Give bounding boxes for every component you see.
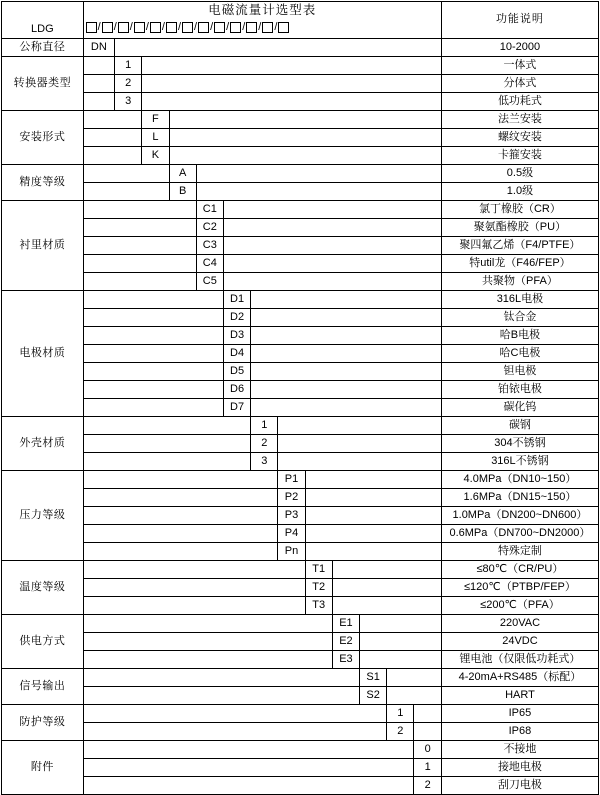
filler-right: [142, 75, 442, 93]
filler-left: [83, 273, 196, 291]
filler-right: [387, 669, 442, 687]
model-slash: /: [274, 20, 278, 33]
filler-left: [83, 669, 359, 687]
model-slash: /: [145, 20, 149, 33]
model-box[interactable]: [214, 22, 225, 33]
filler-right: [332, 561, 441, 579]
model-slash: /: [177, 20, 182, 33]
desc-10-1: 220VAC: [441, 615, 598, 633]
filler-left: [83, 255, 196, 273]
model-box[interactable]: [86, 22, 97, 33]
filler-left: [83, 525, 278, 543]
desc-5-2: 聚氨酯橡胶（PU）: [441, 219, 598, 237]
code-2-2[interactable]: 2: [115, 75, 142, 93]
table-row: [2, 93, 599, 111]
table-row: [2, 471, 599, 489]
code-5-1[interactable]: C1: [196, 201, 223, 219]
code-13-1[interactable]: 0: [414, 741, 441, 759]
category-7: 外壳材质: [2, 417, 84, 471]
table-row: [2, 525, 599, 543]
model-box[interactable]: [198, 22, 209, 33]
filler-right: [223, 237, 441, 255]
table-row: [2, 435, 599, 453]
filler-right: [251, 399, 442, 417]
table-row: [2, 273, 599, 291]
header-row: [2, 2, 599, 39]
code-4-2[interactable]: B: [169, 183, 196, 201]
code-12-2[interactable]: 2: [387, 723, 414, 741]
filler-right: [360, 615, 442, 633]
desc-6-4: 哈C电极: [441, 345, 598, 363]
table-row: [2, 183, 599, 201]
filler-left: [83, 741, 414, 759]
model-slash: /: [258, 20, 262, 33]
desc-8-4: 0.6MPa（DN700~DN2000）: [441, 525, 598, 543]
desc-9-2: ≤120℃（PTBP/FEP）: [441, 579, 598, 597]
model-box[interactable]: [246, 22, 257, 33]
code-2-3[interactable]: 3: [115, 93, 142, 111]
code-3-3[interactable]: K: [142, 147, 169, 165]
spec-table: [1, 1, 599, 795]
filler-left: [83, 417, 251, 435]
desc-2-2: 分体式: [441, 75, 598, 93]
desc-13-1: 不接地: [441, 741, 598, 759]
category-10: 供电方式: [2, 615, 84, 669]
table-row: [2, 129, 599, 147]
filler-right: [169, 147, 441, 165]
filler-right: [169, 129, 441, 147]
filler-left: [83, 687, 359, 705]
table-row: [2, 381, 599, 399]
code-5-5[interactable]: C5: [196, 273, 223, 291]
desc-4-2: 1.0级: [441, 183, 598, 201]
filler-right: [142, 93, 442, 111]
filler-left: [83, 651, 332, 669]
desc-1-1: 10-2000: [441, 39, 598, 57]
model-slash: /: [161, 20, 165, 33]
code-7-3[interactable]: 3: [251, 453, 278, 471]
model-box[interactable]: [230, 22, 241, 33]
filler-left: [83, 399, 223, 417]
table-row: [2, 507, 599, 525]
filler-left: [83, 633, 332, 651]
filler-left: [83, 183, 169, 201]
table-row: [2, 345, 599, 363]
filler-right: [278, 435, 442, 453]
model-box[interactable]: [262, 22, 273, 33]
table-row: [2, 417, 599, 435]
filler-left: [83, 363, 223, 381]
code-6-4[interactable]: D4: [223, 345, 250, 363]
desc-2-3: 低功耗式: [441, 93, 598, 111]
category-8: 压力等级: [2, 471, 84, 561]
desc-12-2: IP68: [441, 723, 598, 741]
desc-6-7: 碳化钨: [441, 399, 598, 417]
desc-9-3: ≤200℃（PFA）: [441, 597, 598, 615]
table-row: [2, 147, 599, 165]
filler-left: [83, 561, 305, 579]
filler-left: [83, 381, 223, 399]
desc-6-2: 钛合金: [441, 309, 598, 327]
filler-right: [251, 309, 442, 327]
filler-right: [360, 651, 442, 669]
filler-right: [251, 363, 442, 381]
filler-left: [83, 507, 278, 525]
model-slash: /: [210, 20, 214, 33]
model-box[interactable]: [182, 22, 193, 33]
table-row: [2, 777, 599, 795]
filler-right: [414, 705, 441, 723]
table-row: [2, 291, 599, 309]
filler-right: [305, 489, 441, 507]
filler-right: [305, 507, 441, 525]
code-6-1[interactable]: D1: [223, 291, 250, 309]
desc-6-1: 316L电极: [441, 291, 598, 309]
filler-left: [83, 615, 332, 633]
filler-right: [387, 687, 442, 705]
filler-right: [332, 597, 441, 615]
table-title: 电磁流量计选型表: [208, 3, 317, 17]
code-8-4[interactable]: P4: [278, 525, 305, 543]
table-row: [2, 327, 599, 345]
table-row: [2, 489, 599, 507]
code-6-5[interactable]: D5: [223, 363, 250, 381]
desc-11-1: 4-20mA+RS485（标配）: [441, 669, 598, 687]
filler-left: [83, 723, 387, 741]
filler-right: [169, 111, 441, 129]
desc-13-2: 接地电极: [441, 759, 598, 777]
desc-5-3: 聚四氟乙烯（F4/PTFE）: [441, 237, 598, 255]
category-5: 衬里材质: [2, 201, 84, 291]
filler-right: [251, 327, 442, 345]
desc-13-3: 刮刀电极: [441, 777, 598, 795]
filler-left: [83, 435, 251, 453]
selection-table-sheet: [0, 1, 600, 791]
filler-right: [305, 543, 441, 561]
code-5-2[interactable]: C2: [196, 219, 223, 237]
table-row: [2, 201, 599, 219]
code-6-3[interactable]: D3: [223, 327, 250, 345]
desc-12-1: IP65: [441, 705, 598, 723]
code-11-2[interactable]: S2: [360, 687, 387, 705]
filler-left: [83, 327, 223, 345]
spec-table-body: [2, 2, 599, 795]
category-13: 附件: [2, 741, 84, 795]
filler-right: [142, 57, 442, 75]
table-row: [2, 741, 599, 759]
filler-left: [83, 345, 223, 363]
code-8-3[interactable]: P3: [278, 507, 305, 525]
filler-right: [223, 201, 441, 219]
model-slash: /: [226, 20, 230, 33]
category-1: 公称直径: [2, 39, 84, 57]
code-6-2[interactable]: D2: [223, 309, 250, 327]
code-7-2[interactable]: 2: [251, 435, 278, 453]
table-row: [2, 57, 599, 75]
filler-left: [83, 291, 223, 309]
model-slash: /: [194, 20, 198, 33]
code-11-1[interactable]: S1: [360, 669, 387, 687]
code-9-3[interactable]: T3: [305, 597, 332, 615]
model-slash: /: [97, 20, 101, 33]
filler-left: [83, 597, 305, 615]
filler-left: [83, 129, 142, 147]
filler-left: [83, 165, 169, 183]
code-10-1[interactable]: E1: [332, 615, 359, 633]
filler-left: [83, 777, 414, 795]
filler-right: [251, 291, 442, 309]
desc-4-1: 0.5级: [441, 165, 598, 183]
code-10-3[interactable]: E3: [332, 651, 359, 669]
filler-right: [223, 255, 441, 273]
table-row: [2, 633, 599, 651]
table-row: [2, 723, 599, 741]
desc-3-3: 卡箍安装: [441, 147, 598, 165]
filler-left: [83, 57, 114, 75]
desc-5-4: 特util龙（F46/FEP）: [441, 255, 598, 273]
model-box[interactable]: [150, 22, 161, 33]
filler-left: [83, 759, 414, 777]
table-row: [2, 687, 599, 705]
table-row: [2, 111, 599, 129]
filler-left: [83, 201, 196, 219]
desc-5-5: 共聚物（PFA）: [441, 273, 598, 291]
filler-left: [83, 471, 278, 489]
table-row: [2, 561, 599, 579]
code-3-1[interactable]: F: [142, 111, 169, 129]
desc-3-1: 法兰安装: [441, 111, 598, 129]
table-row: [2, 165, 599, 183]
code-8-1[interactable]: P1: [278, 471, 305, 489]
table-row: [2, 363, 599, 381]
desc-7-2: 304不锈钢: [441, 435, 598, 453]
filler-left: [83, 147, 142, 165]
table-row: [2, 705, 599, 723]
table-row: [2, 651, 599, 669]
model-slash: /: [129, 20, 133, 33]
filler-right: [223, 219, 441, 237]
filler-left: [83, 453, 251, 471]
filler-right: [251, 381, 442, 399]
model-box[interactable]: [134, 22, 145, 33]
table-row: [2, 237, 599, 255]
code-13-2[interactable]: 1: [414, 759, 441, 777]
code-8-2[interactable]: P2: [278, 489, 305, 507]
model-box[interactable]: [278, 22, 289, 33]
filler-right: [278, 453, 442, 471]
code-7-1[interactable]: 1: [251, 417, 278, 435]
filler-right: [223, 273, 441, 291]
code-2-1[interactable]: 1: [115, 57, 142, 75]
code-9-2[interactable]: T2: [305, 579, 332, 597]
desc-6-3: 哈B电极: [441, 327, 598, 345]
filler-right: [196, 183, 441, 201]
filler-left: [83, 111, 142, 129]
table-row: [2, 75, 599, 93]
desc-2-1: 一体式: [441, 57, 598, 75]
filler-right: [360, 633, 442, 651]
filler-left: [83, 75, 114, 93]
category-9: 温度等级: [2, 561, 84, 615]
category-6: 电极材质: [2, 291, 84, 417]
code-8-5[interactable]: Pn: [278, 543, 305, 561]
filler-left: [83, 489, 278, 507]
desc-8-3: 1.0MPa（DN200~DN600）: [441, 507, 598, 525]
filler-left: [83, 237, 196, 255]
model-slash: /: [242, 20, 246, 33]
filler-left: [83, 543, 278, 561]
filler-left: [83, 219, 196, 237]
model-box[interactable]: [118, 22, 129, 33]
desc-6-5: 钽电极: [441, 363, 598, 381]
category-3: 安装形式: [2, 111, 84, 165]
code-6-7[interactable]: D7: [223, 399, 250, 417]
code-5-4[interactable]: C4: [196, 255, 223, 273]
table-row: [2, 399, 599, 417]
desc-9-1: ≤80℃（CR/PU）: [441, 561, 598, 579]
desc-8-1: 4.0MPa（DN10~150）: [441, 471, 598, 489]
desc-11-2: HART: [441, 687, 598, 705]
category-12: 防护等级: [2, 705, 84, 741]
category-2: 转换器类型: [2, 57, 84, 111]
table-row: [2, 579, 599, 597]
filler-right: [115, 39, 442, 57]
code-label-dn: DN: [83, 39, 114, 57]
model-pattern: [84, 19, 441, 36]
desc-7-3: 316L不锈钢: [441, 453, 598, 471]
code-10-2[interactable]: E2: [332, 633, 359, 651]
table-row: [2, 615, 599, 633]
table-row: [2, 39, 599, 57]
category-4: 精度等级: [2, 165, 84, 201]
filler-left: [83, 309, 223, 327]
filler-left: [83, 93, 114, 111]
table-row: [2, 597, 599, 615]
desc-7-1: 碳钢: [441, 417, 598, 435]
filler-right: [332, 579, 441, 597]
table-row: [2, 453, 599, 471]
desc-8-5: 特殊定制: [441, 543, 598, 561]
code-6-6[interactable]: D6: [223, 381, 250, 399]
filler-right: [196, 165, 441, 183]
desc-10-3: 锂电池（仅限低功耗式）: [441, 651, 598, 669]
code-13-3[interactable]: 2: [414, 777, 441, 795]
model-box[interactable]: [166, 22, 177, 33]
desc-6-6: 铂铱电极: [441, 381, 598, 399]
table-row: [2, 309, 599, 327]
code-5-3[interactable]: C3: [196, 237, 223, 255]
table-row: [2, 219, 599, 237]
model-box[interactable]: [102, 22, 113, 33]
model-prefix: LDG: [2, 2, 84, 39]
filler-right: [305, 471, 441, 489]
filler-right: [251, 345, 442, 363]
filler-right: [305, 525, 441, 543]
desc-10-2: 24VDC: [441, 633, 598, 651]
desc-3-2: 螺纹安装: [441, 129, 598, 147]
code-9-1[interactable]: T1: [305, 561, 332, 579]
filler-left: [83, 579, 305, 597]
model-code-area: [83, 2, 441, 39]
filler-right: [414, 723, 441, 741]
table-row: [2, 543, 599, 561]
code-3-2[interactable]: L: [142, 129, 169, 147]
filler-left: [83, 705, 387, 723]
desc-5-1: 氯丁橡胶（CR）: [441, 201, 598, 219]
model-slash: /: [113, 20, 117, 33]
table-row: [2, 759, 599, 777]
table-row: [2, 255, 599, 273]
category-11: 信号输出: [2, 669, 84, 705]
filler-right: [278, 417, 442, 435]
code-4-1[interactable]: A: [169, 165, 196, 183]
table-row: [2, 669, 599, 687]
code-12-1[interactable]: 1: [387, 705, 414, 723]
function-description-title: 功能说明: [441, 2, 598, 39]
desc-8-2: 1.6MPa（DN15~150）: [441, 489, 598, 507]
